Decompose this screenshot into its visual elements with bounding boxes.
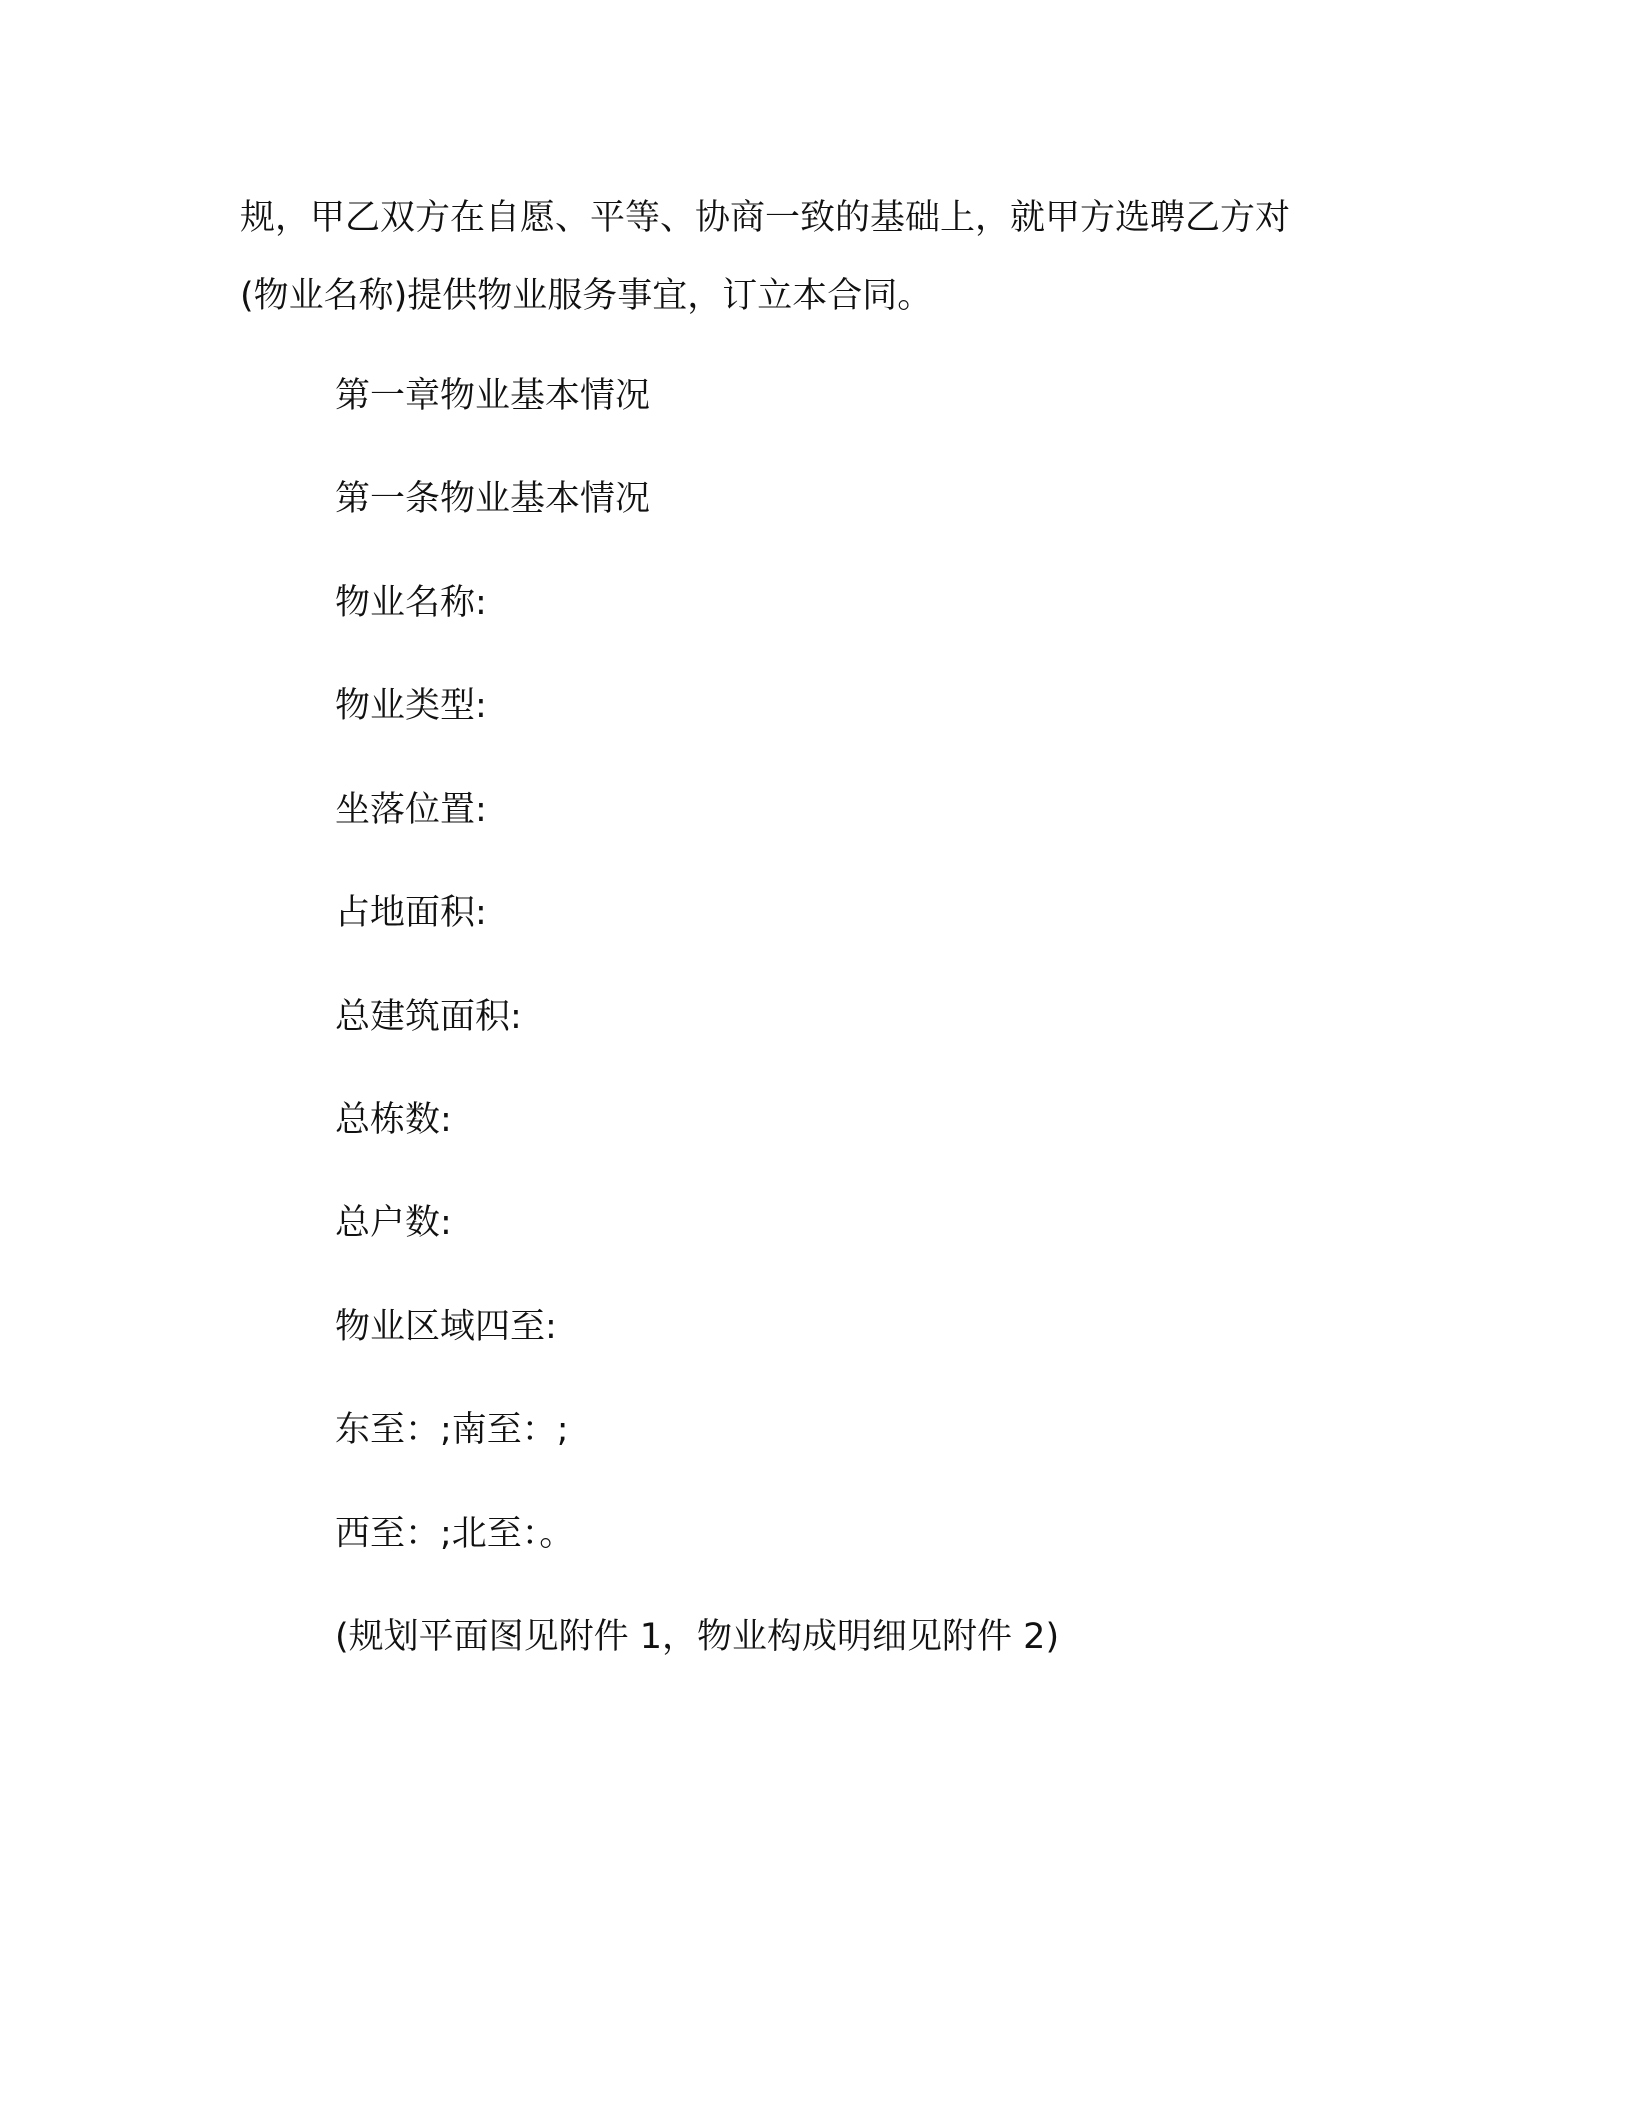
field-boundaries: 物业区域四至: [335,1307,557,1347]
field-land-area: 占地面积: [335,893,487,933]
field-property-name: 物业名称: [335,583,487,623]
field-building-count: 总栋数: [335,1100,452,1140]
boundary-west-north: 西至：;北至：。 [335,1514,575,1554]
paragraph-line-1: 规，甲乙双方在自愿、平等、协商一致的基础上，就甲方选聘乙方对 [240,198,1291,238]
field-total-floor-area: 总建筑面积: [335,997,522,1037]
field-location: 坐落位置: [335,790,487,830]
field-property-type: 物业类型: [335,686,487,726]
boundary-east-south: 东至：;南至：; [335,1410,569,1450]
attachment-note: (规划平面图见附件 1，物业构成明细见附件 2) [335,1617,1060,1657]
paragraph-line-2: (物业名称)提供物业服务事宜，订立本合同。 [240,276,933,316]
article-heading: 第一条物业基本情况 [335,479,651,519]
chapter-heading: 第一章物业基本情况 [335,376,651,416]
field-household-count: 总户数: [335,1203,452,1243]
